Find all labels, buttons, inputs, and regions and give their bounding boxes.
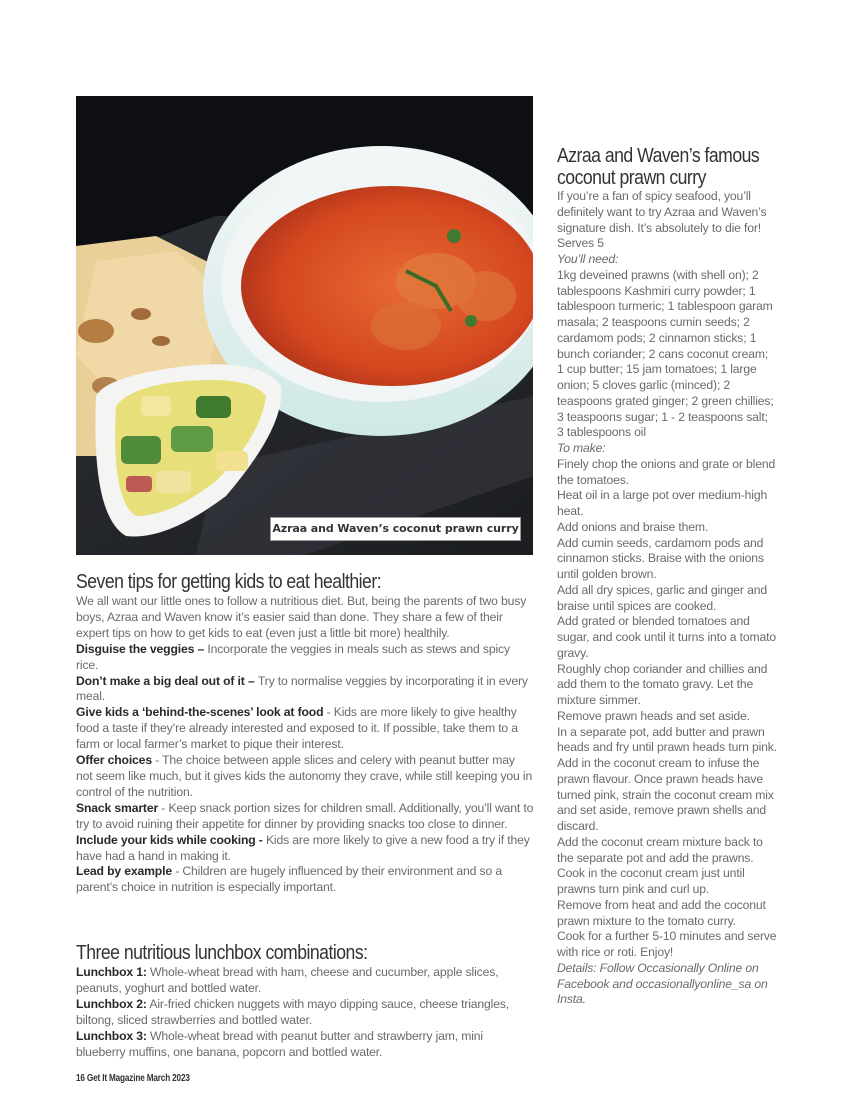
method-step: Add cumin seeds, cardamom pods and cinnamon sticks. Braise with the onions until golden brown. xyxy=(557,535,764,581)
tip-title: Include your kids while cooking - xyxy=(76,832,263,847)
method-label: To make: xyxy=(557,441,606,455)
lunchbox-body xyxy=(76,965,534,1060)
lunchbox-section xyxy=(76,942,534,1060)
lunchbox-title: Lunchbox 2: xyxy=(76,996,147,1011)
method-step: In a separate pot, add butter and prawn heads and fry until prawn heads turn pink. xyxy=(557,724,777,755)
lunchbox-heading: Three nutritious lunchbox combinations: xyxy=(76,941,368,964)
lunchbox-text: Whole-wheat bread with ham, cheese and cucumber, apple slices, peanuts, yoghurt and bottled water. xyxy=(76,965,499,995)
ingredients-label: You’ll need: xyxy=(557,252,619,266)
recipe-title-line2: coconut prawn curry xyxy=(557,166,706,189)
lunchbox-text: Air-fried chicken nuggets with mayo dipping sauce, cheese triangles, biltong, sliced strawberries and bottled water. xyxy=(76,996,510,1027)
tip-text: Kids are more likely to give healthy food a taste if they’re already interested and exposed to it. If possible, take them to a farm or local farmer’s market to pique their interest. xyxy=(76,705,518,752)
method-step: Add all dry spices, garlic and ginger and braise until spices are cooked. xyxy=(557,582,767,613)
method-step: Cook for a further 5-10 minutes and serve with rice or roti. Enjoy! xyxy=(557,929,777,959)
photo-caption: Azraa and Waven’s coconut prawn curry xyxy=(270,517,521,541)
tip-item xyxy=(76,833,534,865)
tips-section xyxy=(76,571,534,896)
lunchbox-text: Whole-wheat bread with peanut butter and strawberry jam, mini blueberry muffins, one banana, popcorn and bottled water. xyxy=(76,1028,483,1059)
method-step: Finely chop the onions and grate or blend the tomatoes. xyxy=(557,456,776,487)
tips-intro: We all want our little ones to follow a nutritious diet. But, being the parents of two busy boys, Azraa and Waven know it’s easier said than done. They share a few of their expert tips on how to get kids to eat (even just a little bit more) healthily. xyxy=(76,594,527,640)
tip-text: Incorporate the veggies in meals such as stews and spicy rice. xyxy=(76,641,510,672)
tip-text: Keep snack portion sizes for children small. Additionally, you’ll want to try to avoid ruining their appetite for dinner by providing snacks too close to dinner. xyxy=(76,800,534,831)
curry-dish-illustration xyxy=(76,96,533,555)
recipe-title-line1: Azraa and Waven’s famous xyxy=(557,144,760,167)
page-footer: 16 Get It Magazine March 2023 xyxy=(76,1073,190,1084)
recipe-details: Details: Follow Occasionally Online on Facebook and occasionallyonline_sa on Insta. xyxy=(557,960,768,1007)
tip-title: Disguise the veggies xyxy=(76,641,195,656)
recipe-body xyxy=(557,189,777,1008)
recipe-intro: If you’re a fan of spicy seafood, you’ll definitely want to try Azraa and Waven’s signature dish. It’s absolutely to die for! Serves 5 xyxy=(557,189,767,251)
tips-heading: Seven tips for getting kids to eat healthier: xyxy=(76,570,382,593)
method-step: Add grated or blended tomatoes and sugar, and cook until it turns into a tomato gravy. xyxy=(557,614,776,660)
tip-item: Don’t make a big deal out of it – Try to normalise veggies by incorporating it in every meal. xyxy=(76,673,528,704)
lunchbox-title: Lunchbox 1: xyxy=(76,965,147,979)
tips-body xyxy=(76,594,534,896)
tip-item: Snack smarter - Keep snack portion sizes for children small. Additionally, you’ll want to try to avoid ruining their appetite for dinner by providing snacks too close to dinner. xyxy=(76,800,534,831)
tip-title: Lead by example xyxy=(76,864,172,879)
tip-item: Lead by example - Children are hugely influenced by their environment and so a parent’s choice in nutrition is especially important. xyxy=(76,864,502,895)
recipe-photo xyxy=(76,96,533,555)
recipe-section xyxy=(557,145,777,1008)
method-step: Remove from heat and add the coconut prawn mixture to the tomato curry. xyxy=(557,897,766,928)
tip-text: Children are hugely influenced by their environment and so a parent’s choice in nutrition is especially important. xyxy=(76,864,502,895)
lunchbox-item xyxy=(76,997,534,1029)
method-step: Add in the coconut cream to infuse the prawn flavour. Once prawn heads have turned pink, strain the coconut cream mix and set aside, remove prawn shells and discard. xyxy=(557,756,774,833)
tip-item: Offer choices - The choice between apple slices and celery with peanut butter may not seem like much, but it gives kids the autonomy they crave, while still keeping you in control of the nutrition. xyxy=(76,753,533,799)
tip-title: Don’t make a big deal out of it xyxy=(76,673,245,688)
method-step: Heat oil in a large pot over medium-high heat. xyxy=(557,488,768,518)
method-step: Roughly chop coriander and chillies and add them to the tomato gravy. Let the mixture simmer. xyxy=(557,661,768,707)
tip-text: Kids are more likely to give a new food a try if they have had a hand in making it. xyxy=(76,832,530,863)
tip-title: Offer choices xyxy=(76,753,152,768)
tip-item: Disguise the veggies – Incorporate the veggies in meals such as stews and spicy rice. xyxy=(76,641,510,672)
lunchbox-title: Lunchbox 3: xyxy=(76,1028,147,1043)
method-step: Add the coconut cream mixture back to the separate pot and add the prawns. Cook in the coconut cream just until prawns turn pink and curl up. xyxy=(557,834,763,896)
tip-title: Give kids a ‘behind-the-scenes’ look at food xyxy=(76,705,324,720)
tip-text: Try to normalise veggies by incorporating it in every meal. xyxy=(76,673,528,704)
lunchbox-item xyxy=(76,965,534,997)
lunchbox-item xyxy=(76,1029,534,1061)
ingredients-list: 1kg deveined prawns (with shell on); 2 tablespoons Kashmiri curry powder; 1 tablespoon turmeric; 1 tablespoon garam masala; 2 teaspoons cumin seeds; 2 cardamom pods; 2 cinnamon sticks; 1 bunch coriander; 2 cans coconut cream; 1 cup butter; 15 jam tomatoes; 1 large onion; 5 cloves garlic (minced); 2 teaspoons grated ginger; 2 green chillies; 3 teaspoons sugar; 1 - 2 teaspoons salt; 3 tablespoons oil xyxy=(557,267,774,440)
tip-title: Snack smarter xyxy=(76,800,159,815)
method-step: Add onions and braise them. xyxy=(557,519,709,534)
method-step: Remove prawn heads and set aside. xyxy=(557,708,750,723)
tip-item: Give kids a ‘behind-the-scenes’ look at food - Kids are more likely to give healthy food a taste if they’re already interested and exposed to it. If possible, take them to a farm or local farmer’s market to pique their interest. xyxy=(76,705,518,752)
tip-text: The choice between apple slices and celery with peanut butter may not seem like much, but it gives kids the autonomy they crave, while still keeping you in control of the nutrition. xyxy=(76,753,533,799)
